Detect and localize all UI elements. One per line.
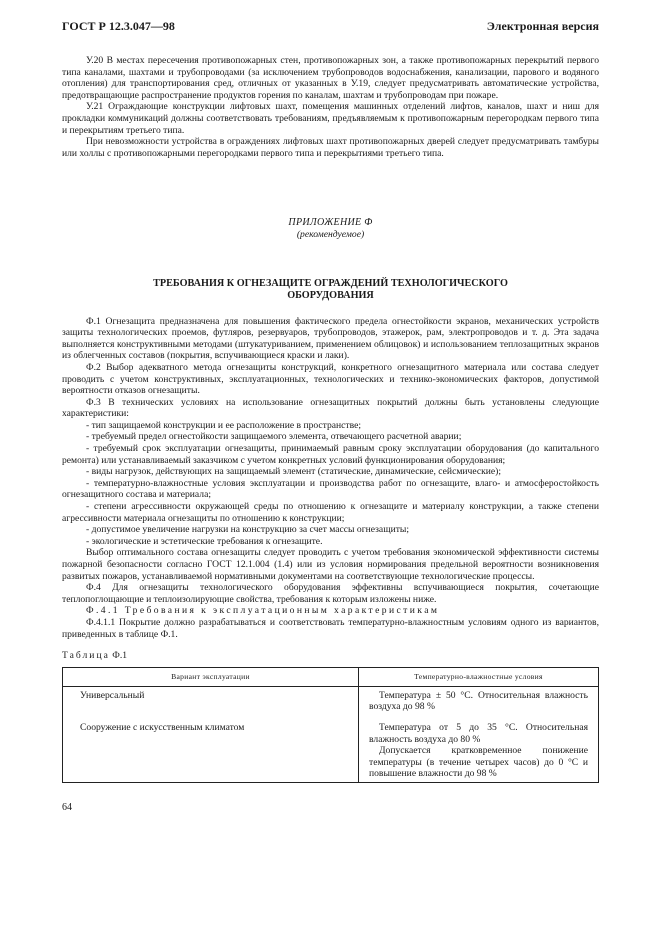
list-item: - тип защищаемой конструкции и ее расположение в пространстве;	[86, 419, 362, 431]
column-header-conditions: Температурно-влажностные условия	[359, 667, 599, 686]
paragraph-choice: Выбор оптимального состава огнезащиты следует проводить с учетом требования экономической эффективности системы пожарной безопасности согласно ГОСТ 12.1.004 (1.4) или из условия нормирования предельной вероятности возникновения развитых пожаров, устанавливаемой нормативными документами на соответствующие технологические процессы.	[62, 547, 599, 582]
standard-designation: ГОСТ Р 12.3.047—98	[62, 19, 175, 33]
paragraph-f4: Ф.4 Для огнезащиты технологического оборудования эффективны вспучивающиеся покрытия, сочетающие теплопоглощающие и теплоизолирующие свойства, требования к которым изложены ниже.	[62, 582, 599, 605]
list-item: - требуемый предел огнестойкости защищаемого элемента, отвечающего расчетной аварии;	[86, 431, 462, 443]
list-item: - требуемый срок эксплуатации огнезащиты, принимаемый равным сроку эксплуатации оборудования (до капитального ремонта) или устанавливаемый заказчиком с учетом конкретных условий функционирования оборудования;	[62, 443, 599, 466]
list-item: - степени агрессивности окружающей среды по отношению к огнезащите и материалу конструкции, а также степени агрессивности материала огнезащиты по отношению к конструкции;	[62, 501, 599, 524]
paragraph-u21: У.21 Ограждающие конструкции лифтовых шахт, помещения машинных отделений лифтов, каналов, шахт и ниш для прокладки коммуникаций должны соответствовать требованиям, предъявляемым к противопожарным перегородкам первого типа и перекрытиям третьего типа.	[62, 101, 599, 136]
table-header-row	[63, 667, 599, 686]
column-header-variant: Вариант эксплуатации	[63, 667, 359, 686]
table-caption-number: Ф.1	[112, 650, 128, 662]
table-row	[63, 713, 599, 782]
page-content	[62, 55, 599, 783]
page-number: 64	[62, 802, 72, 813]
conditions-text: Допускается кратковременное понижение температуры (в течение четырех часов) до 0 °С и повышение влажности до 98 %	[369, 745, 588, 780]
table-caption-word: Таблица	[62, 650, 110, 662]
paragraph-f1: Ф.1 Огнезащита предназначена для повышения фактического предела огнестойкости экранов, механических устройств защиты технологических проемов, футляров, резервуаров, трубопроводов, этажерок, рам, электропроводов и т. д. Эта задача выполняется конструктивными методами (штукатуриванием, применением облицовок) и использованием теплозащитных экранов из облегченных составов (покрытия, вспучивающиеся краски и лаки).	[62, 315, 599, 362]
list-item: - экологические и эстетические требования к огнезащите.	[86, 535, 323, 547]
list-item: - температурно-влажностные условия эксплуатации и производства работ по огнезащите, влаго- и атмосферостойкость огнезащитного состава и материала;	[62, 477, 599, 501]
paragraph-f3: Ф.3 В технических условиях на использование огнезащитных покрытий должны быть установлены следующие характеристики:	[62, 396, 599, 420]
variant-cell: Сооружение с искусственным климатом	[63, 713, 359, 782]
appendix-title: ПРИЛОЖЕНИЕ Ф	[288, 217, 373, 229]
section-title-line-1: ТРЕБОВАНИЯ К ОГНЕЗАЩИТЕ ОГРАЖДЕНИЙ ТЕХНОЛОГИЧЕСКОГО	[153, 277, 508, 289]
list-item: - виды нагрузок, действующих на защищаемый элемент (статические, динамические, сейсмические);	[86, 466, 502, 478]
conditions-text: Температура ± 50 °С. Относительная влажность воздуха до 98 %	[369, 689, 588, 713]
conditions-table	[62, 667, 599, 783]
variant-cell: Универсальный	[63, 686, 359, 713]
table-caption	[62, 650, 599, 662]
appendix-subtitle: (рекомендуемое)	[296, 228, 365, 240]
edition-label: Электронная версия	[486, 19, 599, 33]
conditions-cell	[359, 713, 599, 782]
conditions-text: Температура от 5 до 35 °С. Относительная влажность воздуха до 80 %	[369, 721, 588, 745]
page-header	[62, 19, 599, 37]
table-row	[63, 686, 599, 713]
paragraph-u20: У.20 В местах пересечения противопожарных стен, противопожарных зон, а также противопожарных перекрытий первого типа каналами, шахтами и трубопроводами (за исключением трубопроводов водоснабжения, канализации, парового и водяного отопления) для транспортирования сред, отличных от указанных в У.19, следует предусматривать автоматические устройства, предотвращающие распространение продуктов горения по каналам, шахтам и трубопроводам при пожаре.	[62, 55, 599, 101]
paragraph-f2: Ф.2 Выбор адекватного метода огнезащиты конструкций, конкретного огнезащитного материала или состава следует проводить с учетом конструктивных, эксплуатационных, технологических и технико-экономических факторов, допустимой вероятности отказов огнезащиты.	[62, 361, 599, 397]
paragraph-elevator-doors: При невозможности устройства в ограждениях лифтовых шахт противопожарных дверей следует предусматривать тамбуры или холлы с противопожарными перегородками первого типа и перекрытиями третьего типа.	[62, 136, 599, 159]
subsection-heading-f41: Ф.4.1 Требования к эксплуатационным характеристикам	[86, 605, 440, 617]
list-item: - допустимое увеличение нагрузки на конструкцию за счет массы огнезащиты;	[86, 524, 410, 536]
paragraph-f411: Ф.4.1.1 Покрытие должно разрабатываться и соответствовать температурно-влажностным условиям одного из вариантов, приведенных в таблице Ф.1.	[62, 616, 599, 640]
section-title-line-2: ОБОРУДОВАНИЯ	[287, 289, 374, 301]
section-title	[62, 278, 599, 302]
conditions-cell	[359, 686, 599, 713]
